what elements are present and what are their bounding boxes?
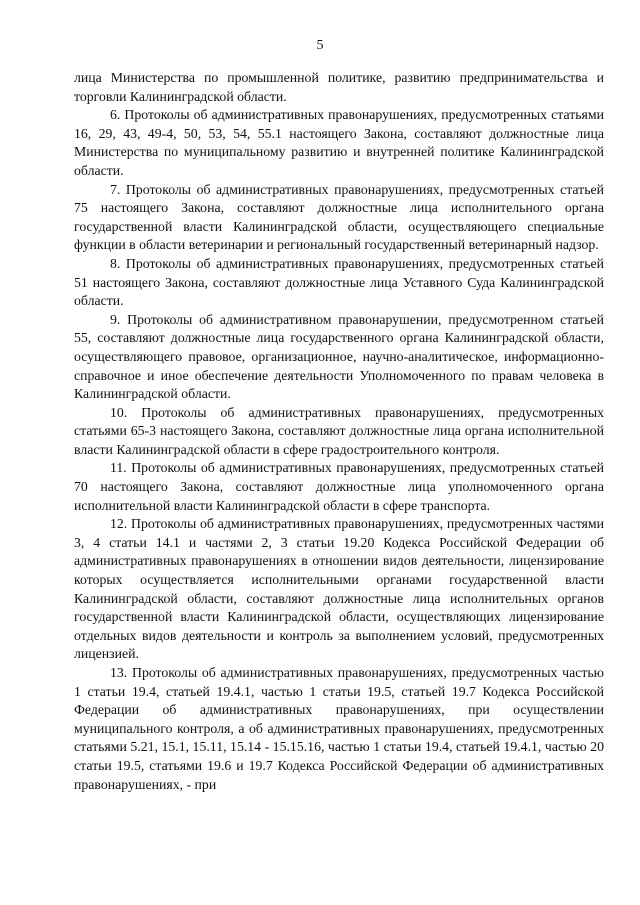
document-body: [74, 69, 604, 794]
paragraph-13: 13. Протоколы об административных правонарушениях, предусмотренных частью 1 статьи 19.4, статьей 19.4.1, частью 1 статьи 19.5, статьей 19.7 Кодекса Российской Федерации об административных правонарушениях, при осуществлении муниципального контроля, а об административных правонарушениях, предусмотренных статьями 5.21, 15.1, 15.11, 15.14 - 15.15.16, частью 1 статьи 19.4, статьей 19.4.1, частью 20 статьи 19.5, статьями 19.6 и 19.7 Кодекса Российской Федерации об административных правонарушениях, - при: [74, 665, 604, 792]
paragraph-8: 8. Протоколы об административных правонарушениях, предусмотренных статьей 51 настоящего Закона, составляют должностные лица Уставного Суда Калининградской области.: [74, 255, 604, 309]
paragraph-7: 7. Протоколы об административных правонарушениях, предусмотренных статьей 75 настоящего Закона, составляют должностные лица исполнительного органа государственной власти Калининградской области, осуществляющего специальные функции в области ветеринарии и региональный государственный ветеринарный надзор.: [74, 181, 604, 253]
page-number: 5: [316, 38, 324, 53]
paragraph-12: 12. Протоколы об административных правонарушениях, предусмотренных частями 3, 4 статьи 14.1 и частями 2, 3 статьи 19.20 Кодекса Российской Федерации об административных правонарушениях в отношении видов деятельности, лицензирование которых осуществляется исполнительными органами государственной власти Калининградской области, составляют должностные лица исполнительных органов государственной власти Калининградской области, осуществляющих лицензирование отдельных видов деятельности и контроль за выполнением условий, предусмотренных лицензией.: [74, 516, 604, 662]
paragraph-continuation: лица Министерства по промышленной политике, развитию предпринимательства и торговли Калининградской области.: [74, 70, 604, 104]
paragraph-10: 10. Протоколы об административных правонарушениях, предусмотренных статьями 65-3 настоящего Закона, составляют должностные лица органа исполнительной власти Калининградской области в сфере градостроительного контроля.: [74, 404, 604, 457]
paragraph-6: 6. Протоколы об административных правонарушениях, предусмотренных статьями 16, 29, 43, 49-4, 50, 53, 54, 55.1 настоящего Закона, составляют должностные лица Министерства по муниципальному развитию и внутренней политике Калининградской области.: [74, 107, 604, 178]
paragraph-11: 11. Протоколы об административных правонарушениях, предусмотренных статьей 70 настоящего Закона, составляют должностные лица уполномоченного органа исполнительной власти Калининградской области в сфере транспорта.: [74, 460, 604, 513]
paragraph-9: 9. Протоколы об административном правонарушении, предусмотренном статьей 55, составляют должностные лица государственного органа Калининградской области, осуществляющего правовое, организационное, научно-аналитическое, информационно-справочное и иное обеспечение деятельности Уполномоченного по правам человека в Калининградской области.: [74, 311, 604, 402]
